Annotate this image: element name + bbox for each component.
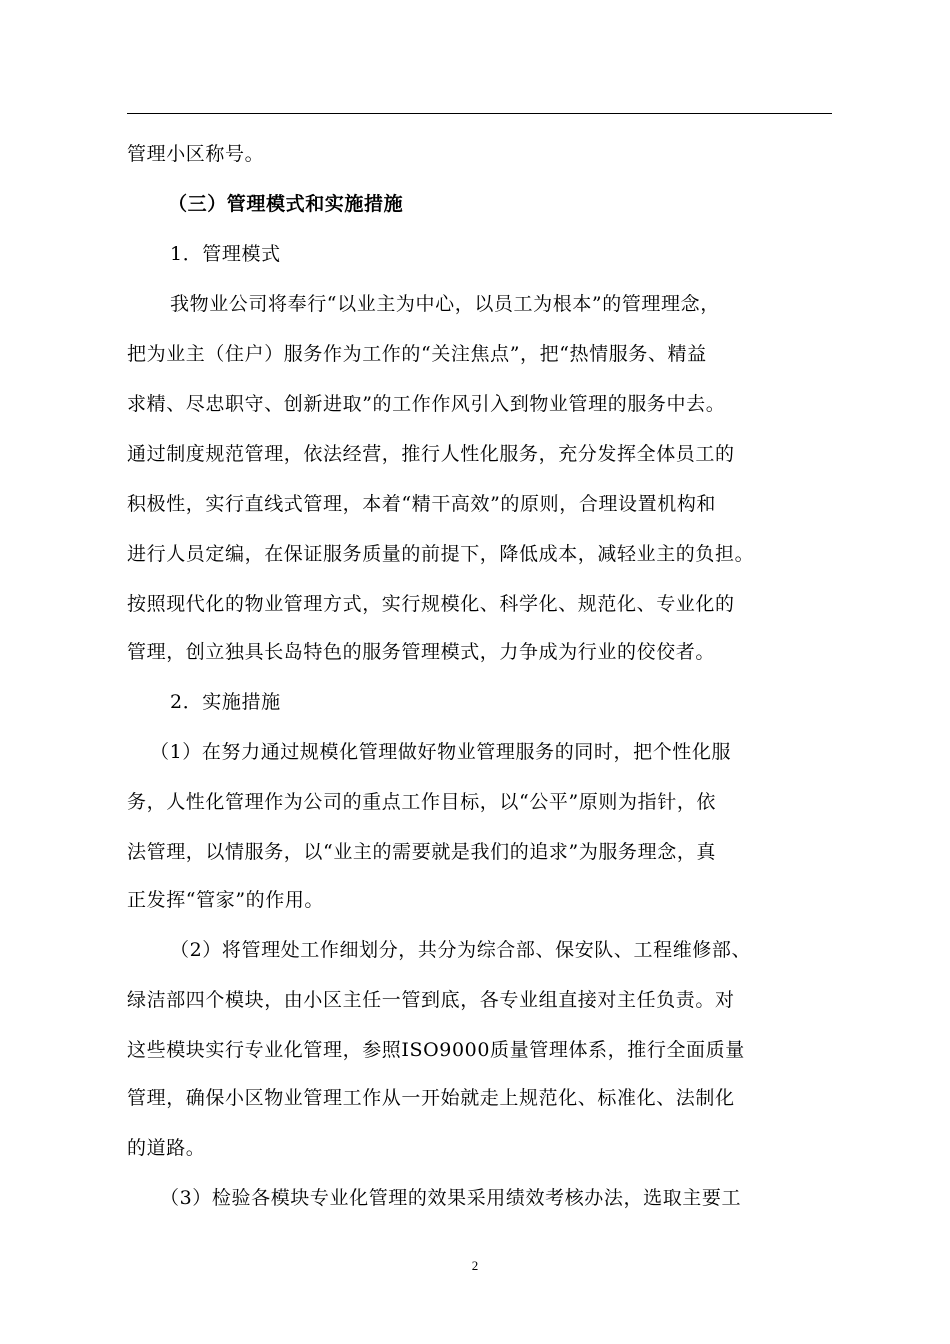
text-line: 管理，创立独具长岛特色的服务管理模式，力争成为行业的佼佼者。 xyxy=(127,641,716,663)
text-line: 按照现代化的物业管理方式，实行规模化、科学化、规范化、专业化的 xyxy=(127,593,735,615)
text-line: 这些模块实行专业化管理，参照ISO9000质量管理体系，推行全面质量 xyxy=(127,1039,745,1061)
page-number: 2 xyxy=(471,1258,479,1273)
subsection-heading: 1．管理模式 xyxy=(170,243,281,265)
text-line: 管理小区称号。 xyxy=(127,143,265,165)
text-line: 我物业公司将奉行“以业主为中心，以员工为根本”的管理理念， xyxy=(170,293,720,315)
text-line: （3）检验各模块专业化管理的效果采用绩效考核办法，选取主要工 xyxy=(160,1187,742,1209)
header-rule xyxy=(127,113,832,114)
text-line: 积极性，实行直线式管理，本着“精干高效”的原则，合理设置机构和 xyxy=(127,493,717,515)
text-line: 的道路。 xyxy=(127,1137,206,1159)
text-line: 进行人员定编，在保证服务质量的前提下，降低成本，减轻业主的负担。 xyxy=(127,543,755,565)
text-line: 绿洁部四个模块，由小区主任一管到底，各专业组直接对主任负责。对 xyxy=(127,989,735,1011)
text-line: （1）在努力通过规模化管理做好物业管理服务的同时，把个性化服 xyxy=(150,741,732,763)
text-line: （2）将管理处工作细划分，共分为综合部、保安队、工程维修部、 xyxy=(170,939,752,961)
text-line: 通过制度规范管理，依法经营，推行人性化服务，充分发挥全体员工的 xyxy=(127,443,735,465)
text-line: 管理，确保小区物业管理工作从一开始就走上规范化、标准化、法制化 xyxy=(127,1087,735,1109)
text-line: 求精、尽忠职守、创新进取”的工作作风引入到物业管理的服务中去。 xyxy=(127,393,726,415)
text-line: 法管理，以情服务，以“业主的需要就是我们的追求”为服务理念，真 xyxy=(127,841,717,863)
text-line: 务，人性化管理作为公司的重点工作目标，以“公平”原则为指针，依 xyxy=(127,791,717,813)
subsection-heading: 2．实施措施 xyxy=(170,691,281,713)
section-heading: （三）管理模式和实施措施 xyxy=(168,193,404,215)
text-line: 把为业主（住户）服务作为工作的“关注焦点”，把“热情服务、精益 xyxy=(127,343,707,365)
text-line: 正发挥“管家”的作用。 xyxy=(127,889,325,911)
